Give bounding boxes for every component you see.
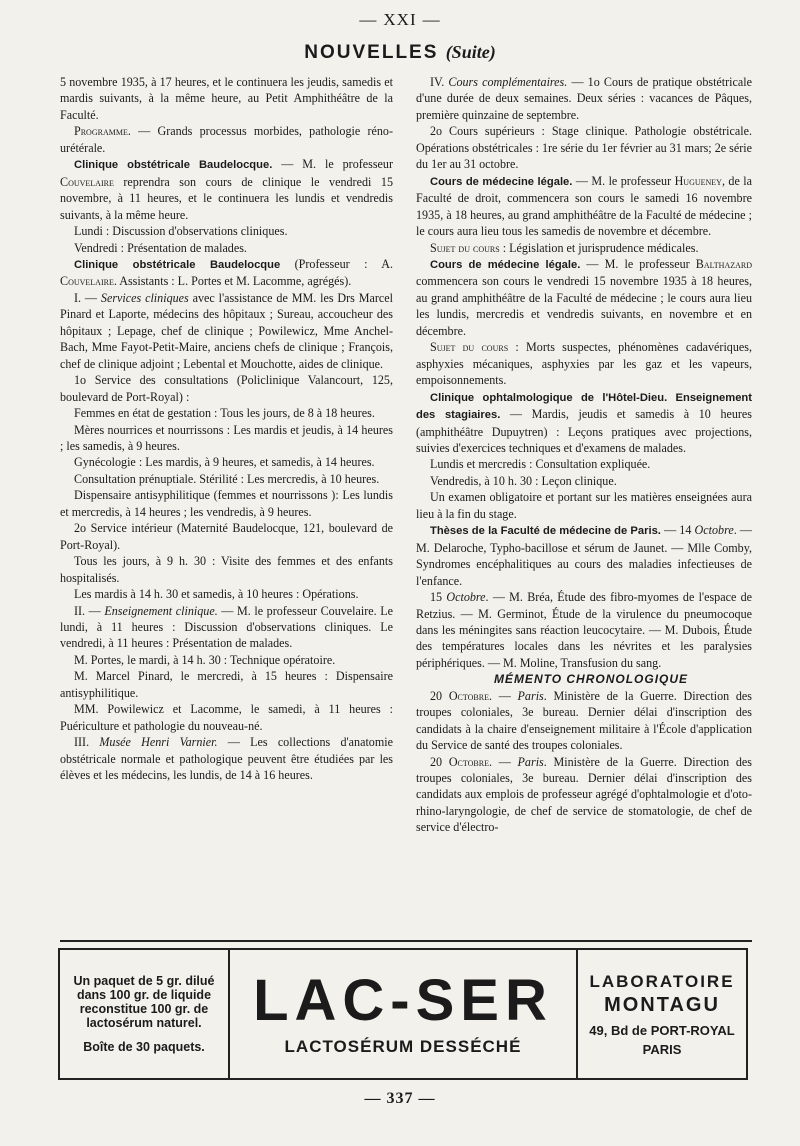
paragraph: 15 Octobre. — M. Bréa, Étude des fibro-myomes de l'espace de Retzius. — M. Germinot, Étude de la virulence du pneumocoque dans les méningites sans réaction leucocytaire. — M. Dubois, Étude des températures locales dans les névrites et les paralysies périphériques. — M. Moline, Transfusion du sang. <box>416 590 752 670</box>
paragraph: Gynécologie : Les mardis, à 9 heures, et samedis, à 14 heures. <box>74 455 375 470</box>
paragraph: III. Musée Henri Varnier. — Les collections d'anatomie obstétricale normale et pathologique peuvent être étudiées par les élèves et les médecins, les lundis, de 14 à 16 heures. <box>60 735 393 783</box>
paragraph: 2o Service intérieur (Maternité Baudelocque, 121, boulevard de Port-Royal). <box>60 521 393 552</box>
paragraph: IV. Cours complémentaires. — 1o Cours de pratique obstétricale d'une durée de deux semaines. Deux séries : vacances de Pâques, première quinzaine de septembre. <box>416 75 753 122</box>
paragraph: II. — Enseignement clinique. — M. le professeur Couvelaire. Le lundi, à 11 heures : Discussion d'observations cliniques. Le vendredi, à 11 heures : Présentation de malades. <box>60 603 394 651</box>
paragraph: Un examen obligatoire et portant sur les matières enseignées aura lieu à la fin du stage. <box>416 490 752 521</box>
ad-lab-label: LABORATOIRE <box>589 972 735 991</box>
paragraph: I. — Services cliniques avec l'assistance de MM. les Drs Marcel Pinard et Laporte, médecins des hôpitaux ; Sureau, accoucheur des hôpitaux ; Lepage, chef de clinique ; Powilewicz, Mme Anchel-Bach, Mme Fayot-Petit-Maire, anciens chefs de clinique ; François, chef de clinique adjoint ; Lebental et Mouchotte, aides de clinique. <box>60 290 393 371</box>
paragraph: Clinique obstétricale Baudelocque. — M. le professeur Couvelaire reprendra son cours de clinique le vendredi 15 novembre, à 11 heures, et le continuera les lundis et vendredis suivants, à la même heure. <box>60 157 393 222</box>
divider <box>60 940 752 942</box>
paragraph: M. Portes, le mardi, à 14 h. 30 : Technique opératoire. <box>74 652 336 667</box>
paragraph: Sujet du cours : Législation et jurisprudence médicales. <box>430 240 699 255</box>
paragraph: Clinique ophtalmologique de l'Hôtel-Dieu. Enseignement des stagiaires. — Mardis, jeudis et samedis à 10 heures (amphithéâtre Dupuytren) : Leçons pratiques avec projections, suivies d'exercices techniques et d'examens de malades. <box>416 391 753 455</box>
paragraph: 1o Service des consultations (Policlinique Valancourt, 125, boulevard de Port-Royal) : <box>60 373 393 404</box>
paragraph: Cours de médecine légale. — M. le professeur Hugueney, de la Faculté de droit, commencera son cours le samedi 16 novembre 1935, à 18 heures, au grand amphithéâtre de la Faculté de médecine ; le cours aura lieu tous les samedis de novembre et décembre. <box>416 173 753 239</box>
paragraph: Cours de médecine légale. — M. le professeur Balthazard commencera son cours le vendredi 15 novembre 1935 à 18 heures, au grand amphithéâtre de la Faculté de médecine ; le cours aura lieu les lundis, mercredis et vendredis suivants, en novembre et en décembre. <box>416 256 752 338</box>
section-title <box>0 42 800 64</box>
paragraph: M. Marcel Pinard, le mercredi, à 15 heures : Dispensaire antisyphilitique. <box>60 669 393 700</box>
paragraph: Lundi : Discussion d'observations cliniques. <box>74 224 288 239</box>
paragraph: 20 Octobre. — Paris. Ministère de la Guerre. Direction des troupes coloniales, 3e bureau. Dernier délai d'inscription des candidats à la chaire d'enseignement militaire à l'École d'application du Service de santé des troupes coloniales. <box>416 688 753 753</box>
paragraph: 20 Octobre. — Paris. Ministère de la Guerre. Direction des troupes coloniales, 3e bureau. Dernier délai d'inscription des candidats aux emplois de professeur agrégé d'ophtalmologie et d'oto-rhino-laryngologie, de chef de service de stomatologie, de chef de service d'électro- <box>416 754 753 835</box>
ad-lab-address: 49, Bd de PORT-ROYAL <box>589 1023 735 1038</box>
paragraph: Dispensaire antisyphilitique (femmes et nourrissons ): Les lundis et mercredis, à 14 heures ; les vendredis, à 9 heures. <box>60 488 393 519</box>
paragraph: MM. Powilewicz et Lacomme, le samedi, à 11 heures : Puériculture et pathologie du nouveau-né. <box>60 702 393 733</box>
title-suffix: (Suite) <box>445 42 496 62</box>
paragraph: 2o Cours supérieurs : Stage clinique. Pathologie obstétricale. Opérations obstétricales : 1re série du 1er février au 31 mars; 2e série du 1er au 31 octobre. <box>416 124 752 172</box>
title-text: NOUVELLES <box>304 42 439 63</box>
paragraph: Vendredis, à 10 h. 30 : Leçon clinique. <box>430 473 617 488</box>
paragraph: Lundis et mercredis : Consultation expliquée. <box>430 457 651 472</box>
paragraph: Programme. — Grands processus morbides, pathologie réno-urétérale. <box>60 124 393 155</box>
page-number-value: 337 <box>386 1090 414 1107</box>
ad-product-info <box>60 950 230 1078</box>
right-column <box>416 74 752 836</box>
ad-package-text: Boîte de 30 paquets. <box>83 1040 205 1054</box>
paragraph: Sujet du cours : Morts suspectes, phénomènes cadavériques, asphyxies mécaniques, asphyxies par les gaz et les vapeurs, empoisonnements. <box>416 340 752 388</box>
ad-lab-name: MONTAGU <box>604 994 720 1016</box>
paragraph: Clinique obstétricale Baudelocque (Professeur : A. Couvelaire. Assistants : L. Portes et M. Lacomme, agrégés). <box>60 256 393 289</box>
memento-heading: MÉMENTO CHRONOLOGIQUE <box>493 672 689 687</box>
paragraph: Thèses de la Faculté de médecine de Paris. — 14 Octobre. — M. Delaroche, Typho-bacillose et sérum de Jaunet. — Mlle Comby, Syndromes encéphalitiques au cours des maladies infectieuses de l'enfance. <box>416 523 752 588</box>
advertisement <box>58 948 748 1080</box>
ad-brand-name: LAC-SER <box>253 968 553 1033</box>
paragraph: Mères nourrices et nourrissons : Les mardis et jeudis, à 14 heures ; les samedis, à 9 heures. <box>60 422 393 453</box>
ad-dosage-text: Un paquet de 5 gr. dilué dans 100 gr. de liquide reconstitue 100 gr. de lactosérum naturel. <box>73 974 215 1030</box>
ad-laboratory-block <box>578 950 746 1078</box>
paragraph: 5 novembre 1935, à 17 heures, et le continuera les jeudis, samedis et mardis suivants, à la même heure, au Petit Amphithéâtre de la Faculté. <box>60 75 393 122</box>
ad-brand-block <box>230 950 578 1078</box>
page-roman-header: — XXI — <box>359 10 441 29</box>
roman-numeral: XXI <box>383 10 417 29</box>
ad-brand-subtitle: LACTOSÉRUM DESSÉCHÉ <box>284 1037 522 1056</box>
page-number: — 337 — <box>364 1090 436 1107</box>
left-column <box>60 74 393 783</box>
paragraph: Femmes en état de gestation : Tous les jours, de 8 à 18 heures. <box>74 406 375 421</box>
paragraph: Consultation prénuptiale. Stérilité : Les mercredis, à 10 heures. <box>74 471 380 486</box>
ad-lab-city: PARIS <box>642 1042 682 1057</box>
paragraph: Les mardis à 14 h. 30 et samedis, à 10 heures : Opérations. <box>74 587 359 602</box>
paragraph: Tous les jours, à 9 h. 30 : Visite des femmes et des enfants hospitalisés. <box>60 554 393 585</box>
paragraph: Vendredi : Présentation de malades. <box>74 240 247 255</box>
